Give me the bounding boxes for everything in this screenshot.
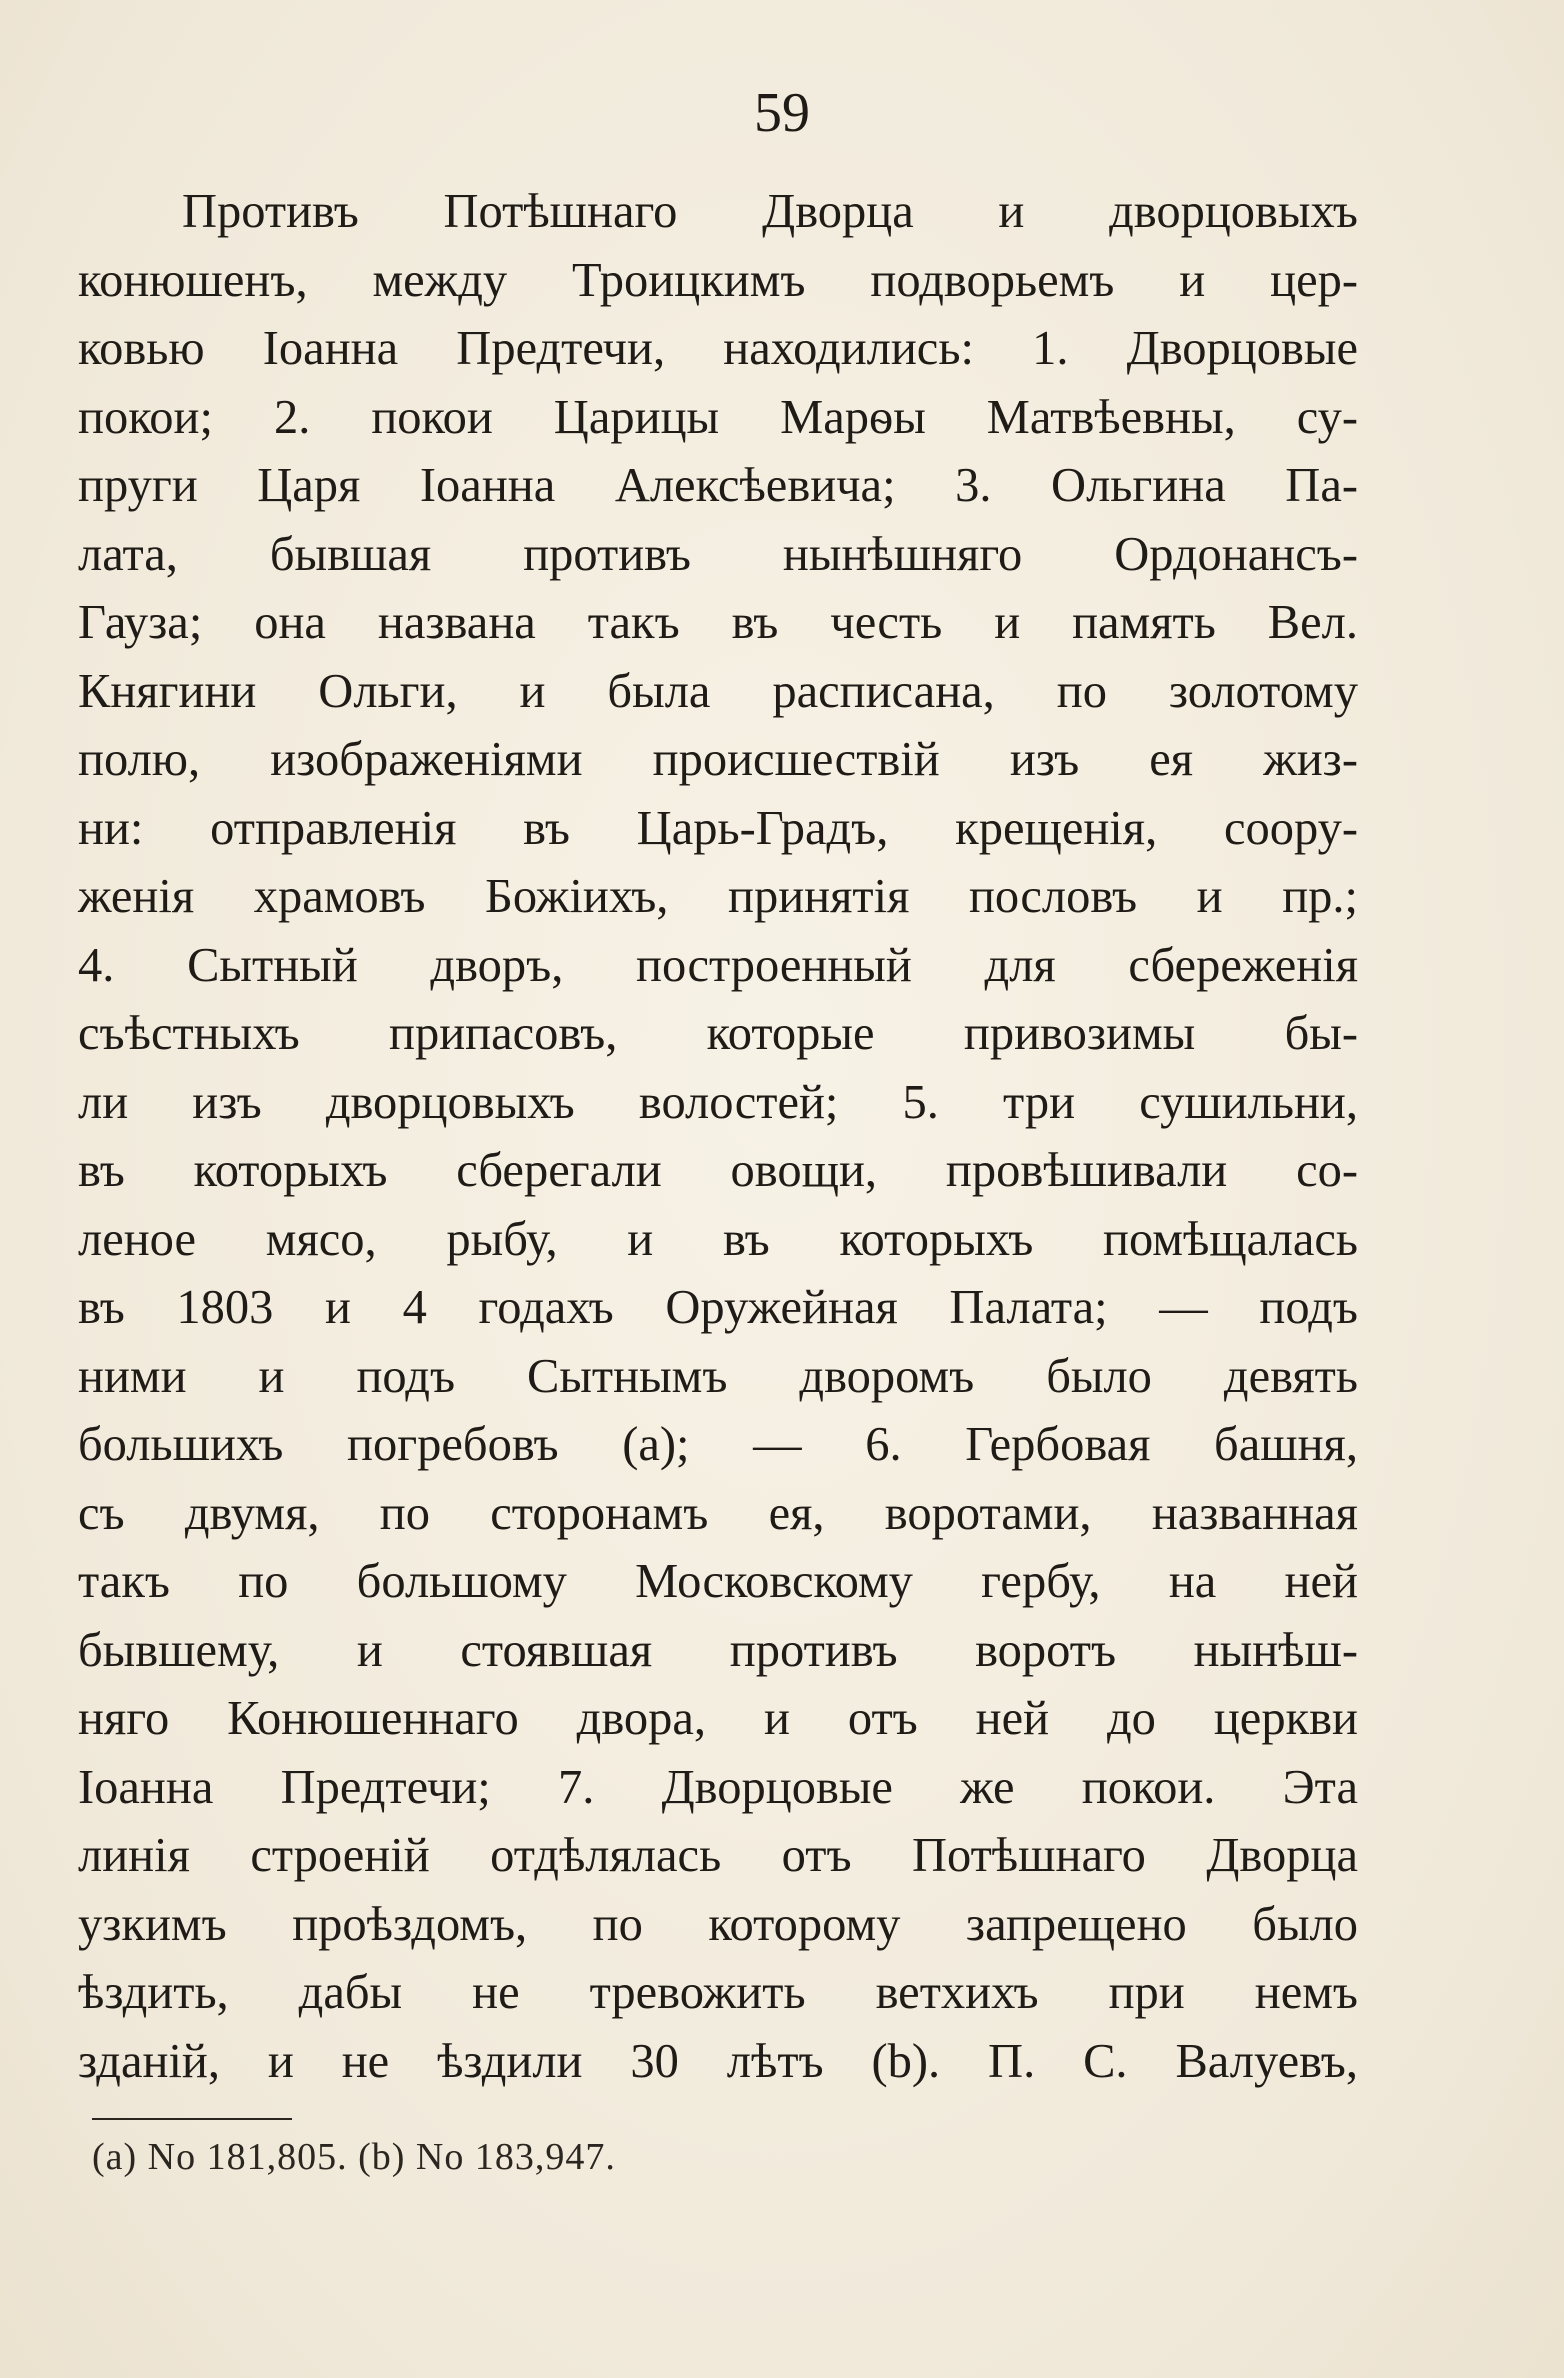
footnote: (a) No 181,805. (b) No 183,947. bbox=[92, 2136, 616, 2178]
text-line: Гауза; она названа такъ въ честь и память Вел. bbox=[78, 596, 1358, 649]
text-line: такъ по большому Московскому гербу, на ней bbox=[78, 1555, 1358, 1608]
text-line: бывшему, и стоявшая противъ воротъ нынѣш- bbox=[78, 1623, 1358, 1677]
page-number: 59 bbox=[754, 82, 810, 144]
text-line: въ которыхъ сберегали овощи, провѣшивали со- bbox=[78, 1144, 1358, 1197]
text-line: узкимъ проѣздомъ, по которому запрещено было bbox=[78, 1897, 1358, 1951]
text-line: леное мясо, рыбу, и въ которыхъ помѣщалась bbox=[78, 1212, 1358, 1266]
text-line: Іоанна Предтечи; 7. Дворцовые же покои. Эта bbox=[78, 1760, 1358, 1814]
text-line: линія строеній отдѣлялась отъ Потѣшнаго Дворца bbox=[78, 1829, 1358, 1882]
text-line: зданій, и не ѣздили 30 лѣтъ (b). П. С. Валуевъ, bbox=[78, 2034, 1358, 2088]
text-line: ли изъ дворцовыхъ волостей; 5. три сушильни, bbox=[78, 1075, 1358, 1129]
text-line: ковью Іоанна Предтечи, находились: 1. Дворцовые bbox=[78, 322, 1358, 375]
text-line: ѣздить, дабы не тревожить ветхихъ при немъ bbox=[78, 1966, 1358, 2019]
text-line: съ двумя, по сторонамъ ея, воротами, названная bbox=[78, 1486, 1358, 1540]
text-line: большихъ погребовъ (a); — 6. Гербовая башня, bbox=[78, 1418, 1358, 1471]
text-line: Княгини Ольги, и была расписана, по золотому bbox=[78, 664, 1358, 718]
text-line: няго Конюшеннаго двора, и отъ ней до церкви bbox=[78, 1692, 1358, 1745]
text-line: конюшенъ, между Троицкимъ подворьемъ и цер- bbox=[78, 253, 1358, 307]
text-line: пруги Царя Іоанна Алексѣевича; 3. Ольгина Па- bbox=[78, 459, 1358, 512]
text-line: покои; 2. покои Царицы Марѳы Матвѣевны, су- bbox=[78, 390, 1358, 444]
text-line: Противъ Потѣшнаго Дворца и дворцовыхъ bbox=[182, 185, 1358, 238]
text-line: лата, бывшая противъ нынѣшняго Ордонансъ- bbox=[78, 527, 1358, 581]
body-paragraph bbox=[78, 178, 1358, 2096]
footnote-divider bbox=[92, 2118, 292, 2120]
text-line: женія храмовъ Божіихъ, принятія пословъ и пр.; bbox=[78, 870, 1358, 923]
text-line: ними и подъ Сытнымъ дворомъ было девять bbox=[78, 1349, 1358, 1403]
text-line: полю, изображеніями происшествій изъ ея жиз- bbox=[78, 733, 1358, 786]
text-line: ни: отправленія въ Царь-Градъ, крещенія, соору- bbox=[78, 801, 1358, 855]
text-line: съѣстныхъ припасовъ, которые привозимы бы- bbox=[78, 1007, 1358, 1060]
text-line: въ 1803 и 4 годахъ Оружейная Палата; — подъ bbox=[78, 1281, 1358, 1334]
text-line: 4. Сытный дворъ, построенный для сбереженія bbox=[78, 938, 1358, 992]
